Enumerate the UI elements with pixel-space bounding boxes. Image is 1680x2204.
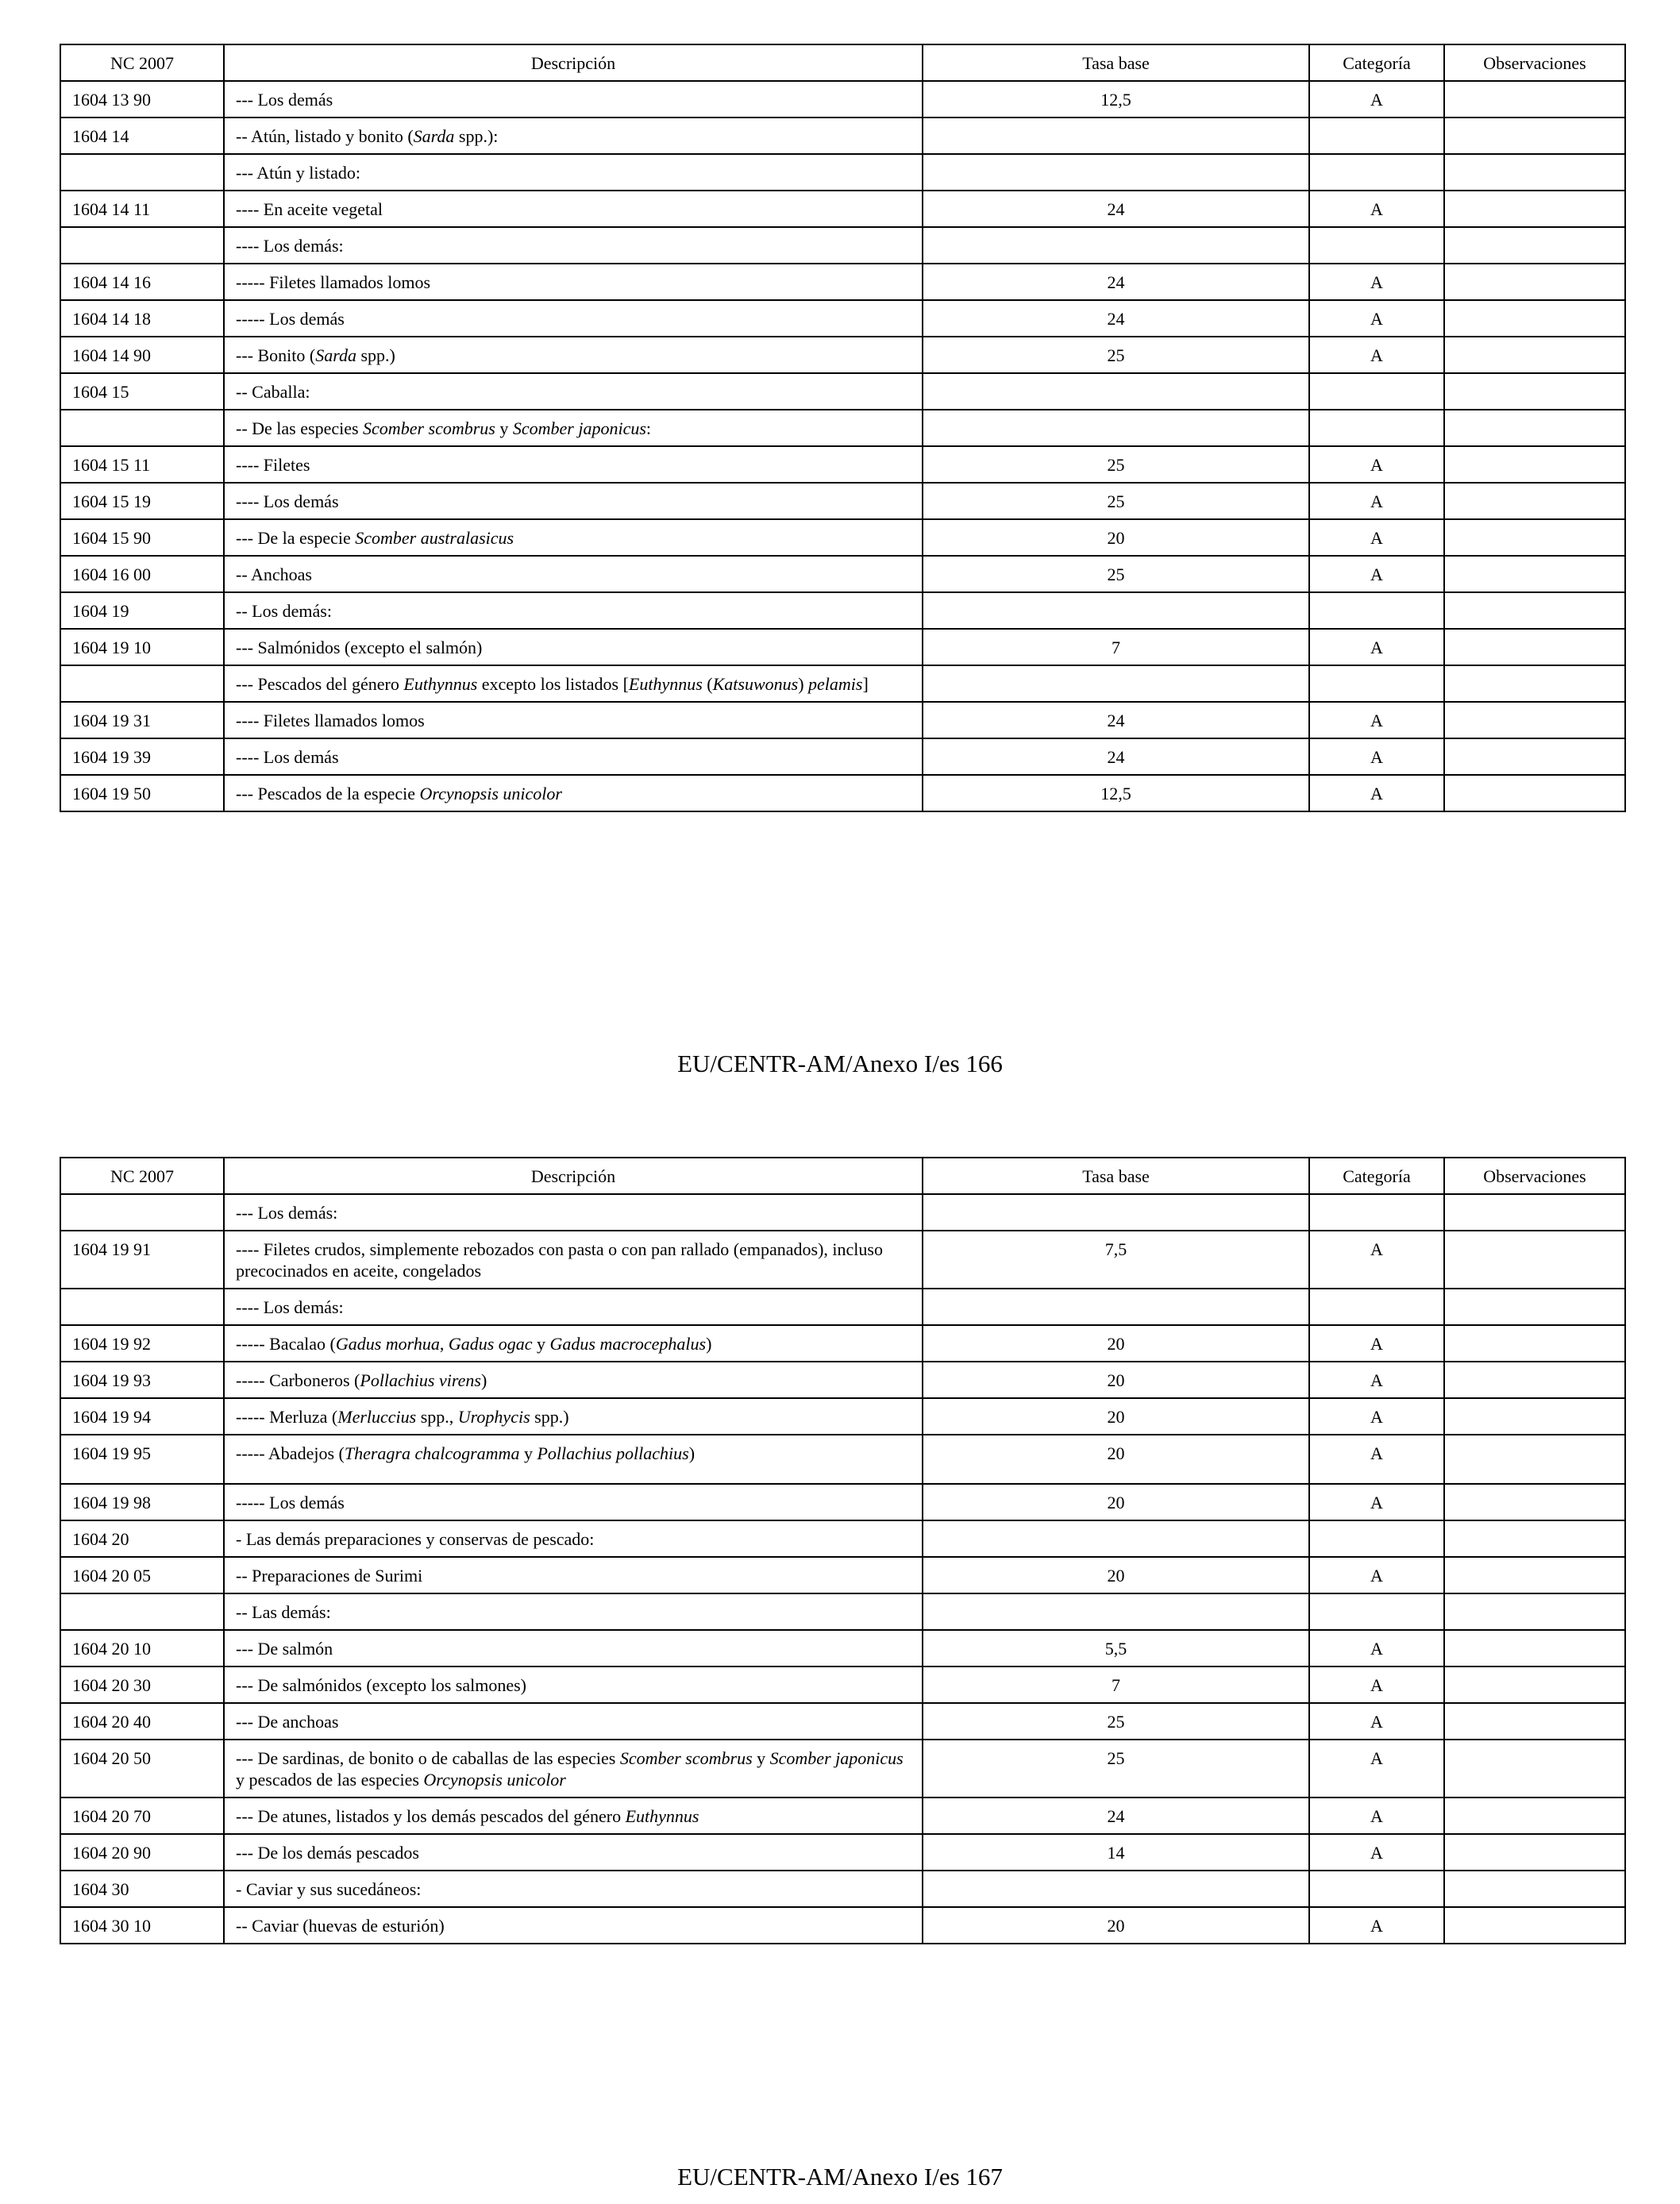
nc-code-cell: 1604 30	[60, 1871, 224, 1907]
table-header-row	[60, 44, 1625, 81]
category-cell: A	[1309, 81, 1444, 118]
species-name: Pollachius pollachius	[537, 1443, 689, 1463]
category-cell: A	[1309, 483, 1444, 519]
table-row	[60, 1325, 1625, 1362]
species-name: Merluccius	[337, 1407, 417, 1427]
nc-code-cell: 1604 14	[60, 118, 224, 154]
nc-code-cell: 1604 15 11	[60, 446, 224, 483]
category-cell: A	[1309, 1557, 1444, 1593]
nc-code-cell: 1604 19 95	[60, 1435, 224, 1484]
category-cell: A	[1309, 1834, 1444, 1871]
header-description: Descripción	[224, 1158, 923, 1194]
category-cell	[1309, 1520, 1444, 1557]
table-row	[60, 1398, 1625, 1435]
nc-code-cell: 1604 15 90	[60, 519, 224, 556]
table-row	[60, 592, 1625, 629]
nc-code-cell: 1604 19 91	[60, 1231, 224, 1289]
observations-cell	[1444, 1289, 1625, 1325]
category-cell	[1309, 1871, 1444, 1907]
observations-cell	[1444, 1325, 1625, 1362]
base-rate-cell: 20	[923, 1484, 1309, 1520]
observations-cell	[1444, 191, 1625, 227]
nc-code-cell: 1604 20 90	[60, 1834, 224, 1871]
table-row	[60, 1231, 1625, 1289]
base-rate-cell	[923, 118, 1309, 154]
species-name: Sarda	[413, 126, 455, 146]
nc-code-cell	[60, 1289, 224, 1325]
nc-code-cell	[60, 665, 224, 702]
base-rate-cell	[923, 373, 1309, 410]
species-name: Sarda	[315, 345, 356, 365]
category-cell: A	[1309, 519, 1444, 556]
description-cell: --- Bonito (Sarda spp.)	[224, 337, 923, 373]
category-cell: A	[1309, 191, 1444, 227]
table-row	[60, 81, 1625, 118]
nc-code-cell: 1604 19 31	[60, 702, 224, 738]
category-cell: A	[1309, 629, 1444, 665]
species-name: Orcynopsis unicolor	[423, 1770, 566, 1790]
category-cell: A	[1309, 1398, 1444, 1435]
description-cell: --- De anchoas	[224, 1703, 923, 1740]
table-row	[60, 227, 1625, 264]
base-rate-cell: 5,5	[923, 1630, 1309, 1666]
species-name: Gadus macrocephalus	[549, 1334, 707, 1354]
base-rate-cell: 7,5	[923, 1231, 1309, 1289]
description-cell: ---- En aceite vegetal	[224, 191, 923, 227]
table-row	[60, 775, 1625, 811]
nc-code-cell	[60, 1593, 224, 1630]
base-rate-cell: 7	[923, 629, 1309, 665]
species-name: Katsuwonus	[712, 674, 799, 694]
description-cell: - Las demás preparaciones y conservas de pescado:	[224, 1520, 923, 1557]
description-cell: ---- Filetes llamados lomos	[224, 702, 923, 738]
description-cell: --- Pescados del género Euthynnus excepto los listados [Euthynnus (Katsuwonus) pelamis]	[224, 665, 923, 702]
table-row	[60, 1740, 1625, 1797]
category-cell: A	[1309, 738, 1444, 775]
observations-cell	[1444, 702, 1625, 738]
table-row	[60, 337, 1625, 373]
category-cell: A	[1309, 1231, 1444, 1289]
description-cell: -- Anchoas	[224, 556, 923, 592]
species-name: Scomber japonicus	[769, 1748, 904, 1768]
header-description: Descripción	[224, 44, 923, 81]
species-name: Orcynopsis unicolor	[419, 784, 562, 803]
description-cell: --- De atunes, listados y los demás pescados del género Euthynnus	[224, 1797, 923, 1834]
category-cell	[1309, 227, 1444, 264]
description-cell: ----- Los demás	[224, 300, 923, 337]
observations-cell	[1444, 446, 1625, 483]
nc-code-cell: 1604 15	[60, 373, 224, 410]
table-row	[60, 264, 1625, 300]
description-cell: ----- Merluza (Merluccius spp., Urophycis spp.)	[224, 1398, 923, 1435]
nc-code-cell: 1604 20	[60, 1520, 224, 1557]
nc-code-cell: 1604 14 90	[60, 337, 224, 373]
base-rate-cell	[923, 1194, 1309, 1231]
observations-cell	[1444, 410, 1625, 446]
header-rate: Tasa base	[923, 44, 1309, 81]
table-row	[60, 118, 1625, 154]
nc-code-cell: 1604 19	[60, 592, 224, 629]
base-rate-cell: 24	[923, 191, 1309, 227]
observations-cell	[1444, 738, 1625, 775]
table-row	[60, 1703, 1625, 1740]
base-rate-cell	[923, 410, 1309, 446]
nc-code-cell: 1604 19 10	[60, 629, 224, 665]
species-name: Pollachius virens	[360, 1370, 481, 1390]
table-row	[60, 665, 1625, 702]
table-row	[60, 1289, 1625, 1325]
category-cell	[1309, 592, 1444, 629]
base-rate-cell: 25	[923, 1740, 1309, 1797]
table-row	[60, 1362, 1625, 1398]
base-rate-cell: 20	[923, 1398, 1309, 1435]
description-cell: ---- Los demás	[224, 738, 923, 775]
table-row	[60, 154, 1625, 191]
tariff-table	[60, 44, 1626, 812]
observations-cell	[1444, 264, 1625, 300]
category-cell: A	[1309, 1630, 1444, 1666]
table-row	[60, 1630, 1625, 1666]
category-cell: A	[1309, 775, 1444, 811]
header-category: Categoría	[1309, 44, 1444, 81]
table-header-row	[60, 1158, 1625, 1194]
table-row	[60, 1666, 1625, 1703]
base-rate-cell: 25	[923, 446, 1309, 483]
species-name: Theragra chalcogramma	[344, 1443, 520, 1463]
category-cell: A	[1309, 702, 1444, 738]
nc-code-cell: 1604 20 50	[60, 1740, 224, 1797]
species-name: Euthynnus	[403, 674, 478, 694]
description-cell: ----- Filetes llamados lomos	[224, 264, 923, 300]
observations-cell	[1444, 483, 1625, 519]
description-cell: --- Salmónidos (excepto el salmón)	[224, 629, 923, 665]
category-cell: A	[1309, 1666, 1444, 1703]
observations-cell	[1444, 300, 1625, 337]
observations-cell	[1444, 337, 1625, 373]
category-cell	[1309, 373, 1444, 410]
description-cell: --- De salmón	[224, 1630, 923, 1666]
description-cell: -- De las especies Scomber scombrus y Scomber japonicus:	[224, 410, 923, 446]
table-row	[60, 1557, 1625, 1593]
observations-cell	[1444, 1740, 1625, 1797]
description-cell: ---- Filetes crudos, simplemente rebozados con pasta o con pan rallado (empanados), incluso precocinados en aceite, congelados	[224, 1231, 923, 1289]
nc-code-cell: 1604 20 30	[60, 1666, 224, 1703]
observations-cell	[1444, 373, 1625, 410]
description-cell: - Caviar y sus sucedáneos:	[224, 1871, 923, 1907]
category-cell: A	[1309, 1703, 1444, 1740]
page-footer: EU/CENTR-AM/Anexo I/es 167	[677, 2163, 1003, 2191]
observations-cell	[1444, 1435, 1625, 1484]
description-cell: ---- Los demás	[224, 483, 923, 519]
nc-code-cell: 1604 19 92	[60, 1325, 224, 1362]
table-row	[60, 1484, 1625, 1520]
description-cell: -- Atún, listado y bonito (Sarda spp.):	[224, 118, 923, 154]
description-cell: ---- Los demás:	[224, 1289, 923, 1325]
species-name: Euthynnus	[628, 674, 703, 694]
observations-cell	[1444, 118, 1625, 154]
table-row	[60, 300, 1625, 337]
observations-cell	[1444, 1557, 1625, 1593]
nc-code-cell: 1604 20 05	[60, 1557, 224, 1593]
table-row	[60, 1194, 1625, 1231]
description-cell: -- Caviar (huevas de esturión)	[224, 1907, 923, 1944]
category-cell: A	[1309, 1484, 1444, 1520]
table-row	[60, 1435, 1625, 1484]
category-cell	[1309, 154, 1444, 191]
base-rate-cell: 24	[923, 1797, 1309, 1834]
base-rate-cell	[923, 1520, 1309, 1557]
base-rate-cell: 12,5	[923, 81, 1309, 118]
base-rate-cell: 20	[923, 1435, 1309, 1484]
nc-code-cell: 1604 19 98	[60, 1484, 224, 1520]
header-category: Categoría	[1309, 1158, 1444, 1194]
header-observations: Observaciones	[1444, 44, 1625, 81]
species-name: Scomber japonicus	[512, 418, 646, 438]
base-rate-cell	[923, 1871, 1309, 1907]
observations-cell	[1444, 1593, 1625, 1630]
category-cell: A	[1309, 1740, 1444, 1797]
header-rate: Tasa base	[923, 1158, 1309, 1194]
base-rate-cell: 12,5	[923, 775, 1309, 811]
species-name: Scomber australasicus	[355, 528, 514, 548]
description-cell: ---- Filetes	[224, 446, 923, 483]
observations-cell	[1444, 1871, 1625, 1907]
description-cell: --- Pescados de la especie Orcynopsis unicolor	[224, 775, 923, 811]
header-code: NC 2007	[60, 44, 224, 81]
category-cell: A	[1309, 1362, 1444, 1398]
species-name: pelamis	[808, 674, 863, 694]
nc-code-cell: 1604 20 70	[60, 1797, 224, 1834]
category-cell: A	[1309, 300, 1444, 337]
observations-cell	[1444, 154, 1625, 191]
base-rate-cell: 24	[923, 300, 1309, 337]
category-cell: A	[1309, 556, 1444, 592]
table-row	[60, 410, 1625, 446]
observations-cell	[1444, 1666, 1625, 1703]
description-cell: --- De los demás pescados	[224, 1834, 923, 1871]
base-rate-cell: 24	[923, 264, 1309, 300]
category-cell: A	[1309, 337, 1444, 373]
nc-code-cell: 1604 14 16	[60, 264, 224, 300]
table-row	[60, 1520, 1625, 1557]
observations-cell	[1444, 592, 1625, 629]
observations-cell	[1444, 1834, 1625, 1871]
table-row	[60, 1907, 1625, 1944]
table-body	[60, 1194, 1625, 1944]
table-body	[60, 81, 1625, 811]
category-cell: A	[1309, 1797, 1444, 1834]
description-cell: --- De sardinas, de bonito o de caballas de las especies Scomber scombrus y Scomber japonicus y pescados de las especies Orcynopsis unicolor	[224, 1740, 923, 1797]
species-name: Scomber scombrus	[363, 418, 495, 438]
table-row	[60, 629, 1625, 665]
category-cell	[1309, 410, 1444, 446]
observations-cell	[1444, 775, 1625, 811]
observations-cell	[1444, 81, 1625, 118]
base-rate-cell: 24	[923, 738, 1309, 775]
observations-cell	[1444, 665, 1625, 702]
nc-code-cell: 1604 16 00	[60, 556, 224, 592]
species-name: Urophycis	[457, 1407, 530, 1427]
description-cell: --- De salmónidos (excepto los salmones)	[224, 1666, 923, 1703]
base-rate-cell: 7	[923, 1666, 1309, 1703]
observations-cell	[1444, 1484, 1625, 1520]
nc-code-cell: 1604 20 40	[60, 1703, 224, 1740]
base-rate-cell: 20	[923, 1362, 1309, 1398]
base-rate-cell	[923, 227, 1309, 264]
observations-cell	[1444, 1703, 1625, 1740]
table-row	[60, 738, 1625, 775]
nc-code-cell: 1604 19 50	[60, 775, 224, 811]
description-cell: --- De la especie Scomber australasicus	[224, 519, 923, 556]
header-observations: Observaciones	[1444, 1158, 1625, 1194]
observations-cell	[1444, 1231, 1625, 1289]
page-footer: EU/CENTR-AM/Anexo I/es 166	[677, 1050, 1003, 1077]
category-cell	[1309, 118, 1444, 154]
header-code: NC 2007	[60, 1158, 224, 1194]
description-cell: ---- Los demás:	[224, 227, 923, 264]
category-cell	[1309, 1593, 1444, 1630]
nc-code-cell	[60, 154, 224, 191]
base-rate-cell: 25	[923, 337, 1309, 373]
observations-cell	[1444, 1907, 1625, 1944]
base-rate-cell: 14	[923, 1834, 1309, 1871]
nc-code-cell: 1604 13 90	[60, 81, 224, 118]
base-rate-cell	[923, 1289, 1309, 1325]
table-row	[60, 702, 1625, 738]
base-rate-cell: 20	[923, 1325, 1309, 1362]
species-name: Gadus morhua	[335, 1334, 440, 1354]
observations-cell	[1444, 1630, 1625, 1666]
description-cell: --- Los demás	[224, 81, 923, 118]
table-row	[60, 373, 1625, 410]
nc-code-cell	[60, 410, 224, 446]
base-rate-cell: 20	[923, 1557, 1309, 1593]
base-rate-cell	[923, 665, 1309, 702]
category-cell: A	[1309, 264, 1444, 300]
category-cell: A	[1309, 1325, 1444, 1362]
observations-cell	[1444, 556, 1625, 592]
category-cell	[1309, 665, 1444, 702]
category-cell: A	[1309, 446, 1444, 483]
table-row	[60, 519, 1625, 556]
base-rate-cell: 25	[923, 556, 1309, 592]
base-rate-cell	[923, 592, 1309, 629]
species-name: Scomber scombrus	[619, 1748, 753, 1768]
table-row	[60, 1797, 1625, 1834]
observations-cell	[1444, 629, 1625, 665]
nc-code-cell: 1604 14 11	[60, 191, 224, 227]
base-rate-cell	[923, 1593, 1309, 1630]
description-cell: -- Preparaciones de Surimi	[224, 1557, 923, 1593]
table-row	[60, 1593, 1625, 1630]
description-cell: ----- Los demás	[224, 1484, 923, 1520]
observations-cell	[1444, 1362, 1625, 1398]
nc-code-cell: 1604 20 10	[60, 1630, 224, 1666]
description-cell: ----- Carboneros (Pollachius virens)	[224, 1362, 923, 1398]
description-cell: ----- Bacalao (Gadus morhua, Gadus ogac y Gadus macrocephalus)	[224, 1325, 923, 1362]
category-cell: A	[1309, 1435, 1444, 1484]
species-name: Euthynnus	[625, 1806, 699, 1826]
observations-cell	[1444, 519, 1625, 556]
tariff-table	[60, 1157, 1626, 1944]
table-row	[60, 446, 1625, 483]
observations-cell	[1444, 1194, 1625, 1231]
description-cell: --- Los demás:	[224, 1194, 923, 1231]
nc-code-cell	[60, 1194, 224, 1231]
species-name: Gadus ogac	[448, 1334, 533, 1354]
observations-cell	[1444, 1398, 1625, 1435]
category-cell	[1309, 1289, 1444, 1325]
base-rate-cell: 24	[923, 702, 1309, 738]
nc-code-cell: 1604 15 19	[60, 483, 224, 519]
observations-cell	[1444, 227, 1625, 264]
base-rate-cell: 20	[923, 1907, 1309, 1944]
description-cell: -- Los demás:	[224, 592, 923, 629]
description-cell: -- Las demás:	[224, 1593, 923, 1630]
observations-cell	[1444, 1520, 1625, 1557]
nc-code-cell: 1604 19 93	[60, 1362, 224, 1398]
nc-code-cell: 1604 19 39	[60, 738, 224, 775]
observations-cell	[1444, 1797, 1625, 1834]
description-cell: --- Atún y listado:	[224, 154, 923, 191]
category-cell: A	[1309, 1907, 1444, 1944]
description-cell: ----- Abadejos (Theragra chalcogramma y Pollachius pollachius)	[224, 1435, 923, 1484]
base-rate-cell	[923, 154, 1309, 191]
nc-code-cell: 1604 30 10	[60, 1907, 224, 1944]
table-row	[60, 191, 1625, 227]
base-rate-cell: 25	[923, 1703, 1309, 1740]
table-row	[60, 483, 1625, 519]
category-cell	[1309, 1194, 1444, 1231]
table-row	[60, 556, 1625, 592]
nc-code-cell: 1604 19 94	[60, 1398, 224, 1435]
table-row	[60, 1871, 1625, 1907]
base-rate-cell: 25	[923, 483, 1309, 519]
base-rate-cell: 20	[923, 519, 1309, 556]
table-row	[60, 1834, 1625, 1871]
nc-code-cell: 1604 14 18	[60, 300, 224, 337]
nc-code-cell	[60, 227, 224, 264]
description-cell: -- Caballa:	[224, 373, 923, 410]
